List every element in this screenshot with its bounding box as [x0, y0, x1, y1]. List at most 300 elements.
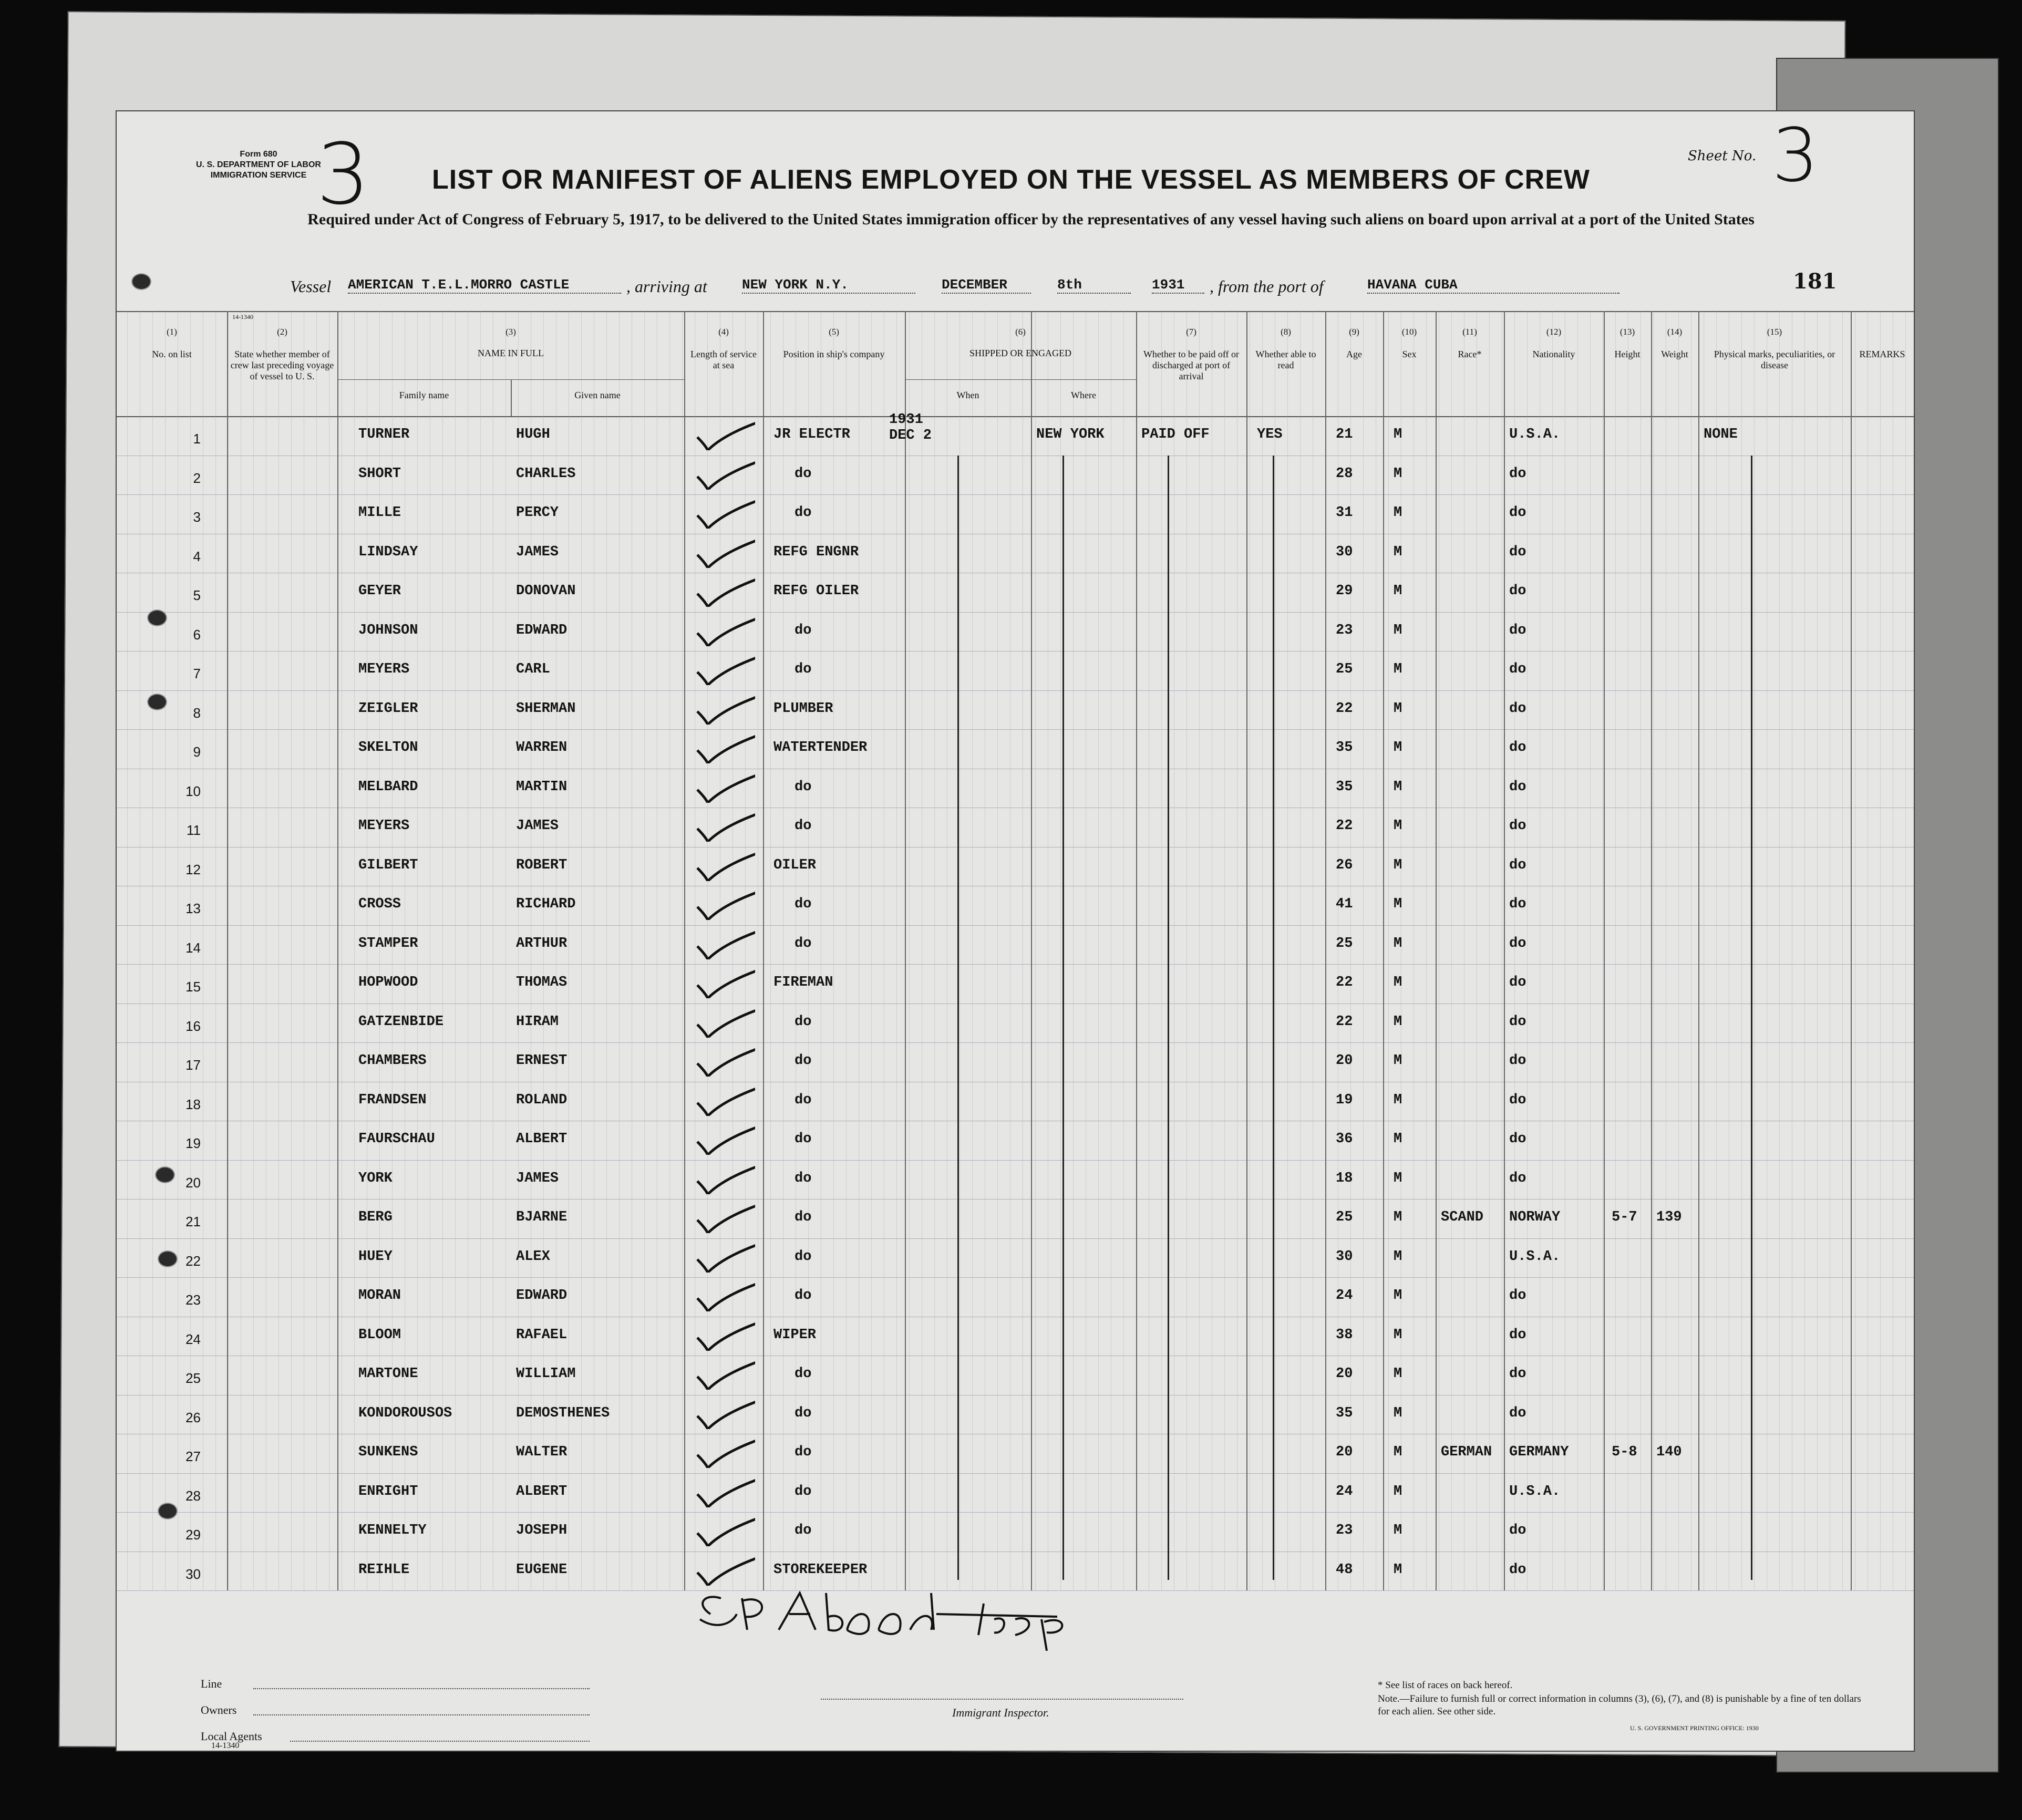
cell-given: ALBERT — [516, 1131, 568, 1147]
cell-given: THOMAS — [516, 975, 568, 990]
cell-position: WIPER — [773, 1327, 817, 1343]
column-number: (4) — [718, 327, 729, 337]
grid-line — [278, 311, 279, 1590]
binder-hole — [155, 1166, 175, 1183]
grid-line — [1716, 311, 1717, 1590]
service-checkmark — [692, 810, 755, 842]
vessel-name: AMERICAN T.E.L.MORRO CASTLE — [348, 277, 621, 294]
requirement-text: Required under Act of Congress of February 5, 1917, to be delivered to the United States immigration officer by the representatives of any vessel having such aliens on board upon arrival at a port of the United States — [307, 211, 1755, 228]
column-rule — [763, 311, 764, 1590]
cell-nationality: do — [1509, 896, 1526, 912]
cell-nationality: U.S.A. — [1509, 427, 1561, 442]
grid-line — [1741, 311, 1742, 1590]
grid-line — [606, 311, 607, 1590]
grid-line — [316, 311, 317, 1590]
arrival-day: 8th — [1057, 277, 1131, 294]
cell-position: do — [795, 1444, 812, 1460]
cell-age: 48 — [1336, 1562, 1353, 1578]
cell-family: MILLE — [358, 505, 401, 521]
grid-line — [1426, 311, 1427, 1590]
grid-line — [1224, 311, 1225, 1590]
cell-sex: M — [1394, 661, 1402, 677]
sheet-label: Sheet No. — [1688, 148, 1757, 164]
cell-given: ROBERT — [516, 857, 568, 873]
grid-line — [1842, 311, 1843, 1590]
cell-sex: M — [1394, 583, 1402, 599]
grid-line — [1905, 311, 1906, 1590]
column-subheader-c6b: Where — [1071, 390, 1096, 400]
column-header-c11: Race* — [1458, 349, 1482, 359]
column-rule — [1136, 311, 1137, 1590]
cell-family: HUEY — [358, 1248, 393, 1265]
column-rule — [1325, 311, 1326, 1590]
column-header-c4: Length of service at sea — [690, 349, 757, 370]
cell-age: 26 — [1336, 857, 1353, 873]
cell-nationality: do — [1509, 935, 1526, 952]
arrival-year: 1931 — [1152, 277, 1204, 294]
cell-sex: M — [1394, 622, 1402, 638]
sheet-number: 3 — [1772, 113, 1819, 199]
column-rule — [337, 311, 338, 1590]
column-header-c15: Physical marks, peculiarities, or disease — [1714, 349, 1835, 370]
grid-line — [770, 311, 771, 1590]
row-rule — [117, 964, 1914, 965]
grid-line — [1300, 311, 1301, 1590]
grid-line — [1363, 311, 1364, 1590]
cell-sex: M — [1394, 1170, 1402, 1186]
cell-position: FIREMAN — [773, 975, 833, 990]
service-checkmark — [692, 1358, 755, 1390]
service-checkmark — [692, 1515, 755, 1546]
manifest-sheet — [116, 110, 1915, 1752]
column-rule — [1031, 311, 1032, 1590]
cell-sex: M — [1394, 544, 1402, 560]
vessel-label: Vessel — [290, 277, 332, 296]
cell-sex: M — [1394, 700, 1402, 717]
cell-position: do — [795, 1288, 812, 1304]
cell-family: MELBARD — [358, 779, 418, 795]
cell-given: JAMES — [516, 544, 559, 560]
cell-position: PLUMBER — [773, 700, 833, 717]
cell-nationality: do — [1509, 1053, 1526, 1069]
row-number: 6 — [193, 626, 201, 643]
cell-read: YES — [1257, 427, 1283, 442]
cell-sex: M — [1394, 975, 1402, 990]
cell-given: JAMES — [516, 1170, 559, 1186]
column-rule — [1246, 311, 1247, 1590]
grid-line — [1804, 311, 1805, 1590]
grid-line — [1779, 311, 1780, 1590]
service-checkmark — [692, 888, 755, 920]
grid-line — [1489, 311, 1490, 1590]
grid-line — [480, 311, 481, 1590]
cell-nationality: do — [1509, 1288, 1526, 1304]
row-number: 29 — [185, 1527, 201, 1543]
grid-line — [1161, 311, 1162, 1590]
vessel-line — [290, 272, 1919, 298]
row-number: 11 — [187, 822, 201, 838]
footer-owners-label: Owners — [201, 1703, 237, 1716]
header-rule — [117, 416, 1914, 417]
from-label: , from the port of — [1210, 277, 1324, 296]
cell-sex: M — [1394, 1053, 1402, 1069]
cell-age: 41 — [1336, 896, 1353, 912]
cell-age: 24 — [1336, 1288, 1353, 1304]
grid-line — [619, 311, 620, 1590]
column-header-c10: Sex — [1402, 349, 1417, 359]
column-rule — [1604, 311, 1605, 1590]
service-checkmark — [692, 1554, 755, 1586]
cell-given: DONOVAN — [516, 583, 576, 599]
header-rule — [117, 311, 1914, 312]
cell-weight: 139 — [1656, 1209, 1682, 1225]
cell-sex: M — [1394, 779, 1402, 795]
cell-sex: M — [1394, 1562, 1402, 1578]
cell-sex: M — [1394, 935, 1402, 952]
cell-family: BLOOM — [358, 1327, 401, 1343]
grid-line — [682, 311, 683, 1590]
row-number: 5 — [193, 587, 201, 603]
cell-given: HIRAM — [516, 1014, 559, 1030]
column-rule — [1436, 311, 1437, 1590]
cell-family: LINDSAY — [358, 544, 418, 560]
column-rule — [684, 311, 685, 1590]
cell-sex: M — [1394, 740, 1402, 756]
grid-line — [934, 311, 935, 1590]
grid-line — [442, 311, 443, 1590]
cell-weight: 140 — [1656, 1444, 1682, 1460]
grid-line — [909, 311, 910, 1590]
column-header-c14: Weight — [1661, 349, 1688, 359]
service-checkmark — [692, 1280, 755, 1311]
arrival-month: DECEMBER — [942, 277, 1031, 294]
cell-sex: M — [1394, 896, 1402, 912]
service-checkmark — [692, 928, 755, 959]
column-rule — [905, 311, 906, 1590]
column-number: (9) — [1349, 327, 1359, 337]
cell-nationality: do — [1509, 857, 1526, 873]
cell-given: WILLIAM — [516, 1366, 576, 1382]
cell-age: 18 — [1336, 1170, 1353, 1186]
cell-nationality: do — [1509, 700, 1526, 717]
cell-sex: M — [1394, 1405, 1402, 1421]
cell-nationality: do — [1509, 740, 1526, 756]
cell-position: do — [795, 661, 812, 677]
cell-nationality: do — [1509, 1366, 1526, 1382]
cell-family: SKELTON — [358, 740, 418, 756]
row-number: 21 — [185, 1214, 201, 1229]
cell-height: 5-7 — [1612, 1209, 1637, 1225]
line-field — [253, 1688, 590, 1689]
cell-age: 35 — [1336, 1405, 1353, 1421]
grid-line — [1577, 311, 1578, 1590]
cell-family: KONDOROUSOS — [358, 1405, 452, 1421]
footer-line-label: Line — [201, 1677, 222, 1690]
cell-given: CARL — [516, 661, 550, 677]
grid-line — [1817, 311, 1818, 1590]
grid-line — [1035, 311, 1036, 1590]
row-rule — [117, 1512, 1914, 1513]
service-checkmark — [692, 1084, 755, 1116]
row-number: 8 — [193, 705, 201, 721]
row-number: 4 — [193, 548, 201, 564]
cell-given: JAMES — [516, 818, 559, 834]
column-number: (15) — [1767, 327, 1782, 337]
grid-line — [1199, 311, 1200, 1590]
cell-age: 20 — [1336, 1366, 1353, 1382]
grid-line — [455, 311, 456, 1590]
cell-family: SHORT — [358, 466, 401, 482]
service-checkmark — [692, 458, 755, 490]
cell-age: 20 — [1336, 1053, 1353, 1069]
row-number: 23 — [185, 1292, 201, 1308]
column-number: (12) — [1546, 327, 1562, 337]
row-number: 30 — [185, 1566, 201, 1582]
column-rule — [1504, 311, 1505, 1590]
cell-sex: M — [1394, 1209, 1402, 1225]
ditto-line — [957, 456, 959, 1580]
row-rule — [117, 690, 1914, 691]
cell-given: RAFAEL — [516, 1327, 568, 1343]
grid-line — [127, 311, 128, 1590]
row-number: 12 — [185, 861, 201, 877]
cell-nationality: do — [1509, 779, 1526, 795]
cell-position: do — [795, 818, 812, 834]
cell-age: 31 — [1336, 505, 1353, 521]
cell-position: do — [795, 779, 812, 795]
grid-line — [644, 311, 645, 1590]
cell-nationality: do — [1509, 1523, 1526, 1538]
service-checkmark — [692, 1476, 755, 1507]
cell-given: PERCY — [516, 505, 559, 521]
subcolumn-rule — [1031, 379, 1032, 416]
grid-line — [1060, 311, 1061, 1590]
cell-position: do — [795, 505, 812, 521]
cell-position: REFG ENGNR — [773, 544, 859, 560]
cell-nationality: NORWAY — [1509, 1209, 1561, 1225]
cell-sex: M — [1394, 505, 1402, 521]
cell-family: CROSS — [358, 896, 401, 912]
page-title: LIST OR MANIFEST OF ALIENS EMPLOYED ON THE VESSEL AS MEMBERS OF CREW — [432, 164, 1590, 195]
cell-position: do — [795, 1405, 812, 1421]
service-checkmark — [692, 1045, 755, 1077]
row-rule — [117, 1042, 1914, 1043]
column-header-c2: State whether member of crew last preceding voyage of vessel to U. S. — [230, 349, 334, 381]
service-checkmark — [692, 536, 755, 568]
column-header-c13: Height — [1614, 349, 1641, 359]
cell-sex: M — [1394, 1288, 1402, 1304]
column-header-c6: SHIPPED OR ENGAGED — [969, 348, 1071, 358]
cell-nationality: do — [1509, 1014, 1526, 1030]
grid-line — [253, 311, 254, 1590]
cell-family: SUNKENS — [358, 1444, 418, 1460]
cell-age: 23 — [1336, 1523, 1353, 1538]
grid-line — [1388, 311, 1389, 1590]
cell-family: MORAN — [358, 1288, 401, 1304]
column-header-c9: Age — [1346, 349, 1362, 359]
grid-line — [1098, 311, 1099, 1590]
cell-age: 29 — [1336, 583, 1353, 599]
column-number: (11) — [1462, 327, 1477, 337]
cell-age: 22 — [1336, 700, 1353, 717]
cell-nationality: do — [1509, 505, 1526, 521]
cell-age: 20 — [1336, 1444, 1353, 1460]
cell-race: SCAND — [1441, 1209, 1484, 1225]
grid-line — [1880, 311, 1881, 1590]
cell-family: MARTONE — [358, 1366, 418, 1382]
cell-age: 22 — [1336, 818, 1353, 834]
cell-given: ERNEST — [516, 1053, 568, 1069]
cell-age: 30 — [1336, 544, 1353, 560]
cell-nationality: do — [1509, 1170, 1526, 1186]
cell-position: STOREKEEPER — [773, 1562, 868, 1578]
footer-agents-label: Local Agents — [201, 1730, 262, 1743]
row-rule — [117, 1277, 1914, 1278]
grid-line — [1262, 311, 1263, 1590]
grid-line — [1754, 311, 1755, 1590]
cell-family: BERG — [358, 1209, 393, 1225]
column-subheader-c3b: Given name — [574, 390, 621, 400]
service-checkmark — [692, 1241, 755, 1273]
inspector-signature — [689, 1583, 1089, 1651]
grid-line — [215, 311, 216, 1590]
cell-sex: M — [1394, 1092, 1402, 1108]
row-rule — [117, 925, 1914, 926]
cell-family: CHAMBERS — [358, 1053, 427, 1069]
binder-hole — [147, 609, 167, 626]
subheader-rule — [905, 379, 1136, 380]
ditto-line — [1168, 456, 1169, 1580]
cell-position: do — [795, 1131, 812, 1147]
row-number: 28 — [185, 1487, 201, 1504]
column-number: (13) — [1619, 327, 1635, 337]
column-number: (8) — [1281, 327, 1291, 337]
cell-nationality: do — [1509, 544, 1526, 560]
cell-given: ALEX — [516, 1248, 550, 1265]
row-number: 17 — [185, 1057, 201, 1073]
row-rule — [117, 1160, 1914, 1161]
row-number: 15 — [185, 979, 201, 995]
owners-field — [253, 1714, 590, 1715]
cell-family: ZEIGLER — [358, 700, 418, 717]
from-port: HAVANA CUBA — [1367, 277, 1619, 294]
cell-age: 36 — [1336, 1131, 1353, 1147]
cell-position: do — [795, 1248, 812, 1265]
column-number: (14) — [1667, 327, 1683, 337]
cell-when: 1931 DEC 2 — [889, 412, 932, 443]
cell-age: 23 — [1336, 622, 1353, 638]
grid-line — [1678, 311, 1679, 1590]
cell-age: 35 — [1336, 779, 1353, 795]
column-rule — [1851, 311, 1852, 1590]
cell-nationality: do — [1509, 1327, 1526, 1343]
cell-position: WATERTENDER — [773, 740, 868, 756]
cell-age: 19 — [1336, 1092, 1353, 1108]
column-header-c16: REMARKS — [1859, 349, 1905, 359]
cell-sex: M — [1394, 1366, 1402, 1382]
cell-family: FRANDSEN — [358, 1092, 427, 1108]
row-number: 24 — [185, 1331, 201, 1347]
cell-sex: M — [1394, 1523, 1402, 1538]
binder-hole — [131, 273, 151, 290]
cell-position: OILER — [773, 857, 817, 873]
service-checkmark — [692, 771, 755, 803]
cell-height: 5-8 — [1612, 1444, 1637, 1460]
cell-nationality: do — [1509, 818, 1526, 834]
column-header-c1: No. on list — [152, 349, 192, 359]
column-header-c3: NAME IN FULL — [478, 348, 544, 358]
service-checkmark — [692, 1006, 755, 1038]
row-number: 10 — [185, 783, 201, 799]
row-number: 16 — [185, 1018, 201, 1034]
cell-family: GEYER — [358, 583, 401, 599]
cell-sex: M — [1394, 818, 1402, 834]
grid-line — [228, 311, 229, 1590]
grid-line — [291, 311, 292, 1590]
cell-where: NEW YORK — [1036, 427, 1105, 442]
cell-nationality: do — [1509, 583, 1526, 599]
service-checkmark — [692, 1436, 755, 1468]
cell-paid: PAID OFF — [1141, 427, 1210, 442]
cell-race: GERMAN — [1441, 1444, 1492, 1460]
cell-family: STAMPER — [358, 935, 418, 952]
row-number: 18 — [185, 1096, 201, 1112]
cell-given: SHERMAN — [516, 700, 576, 717]
cell-nationality: do — [1509, 661, 1526, 677]
footer-form-code: 14-1340 — [211, 1741, 240, 1750]
grid-line — [1552, 311, 1553, 1590]
cell-position: do — [795, 466, 812, 482]
cell-marks: NONE — [1704, 427, 1738, 442]
cell-given: CHARLES — [516, 466, 576, 482]
row-rule — [117, 729, 1914, 730]
row-rule — [117, 612, 1914, 613]
cell-age: 22 — [1336, 1014, 1353, 1030]
cell-position: do — [795, 1366, 812, 1382]
grid-line — [846, 311, 847, 1590]
cell-given: WARREN — [516, 740, 568, 756]
service-checkmark — [692, 615, 755, 646]
cell-given: ROLAND — [516, 1092, 568, 1108]
cell-family: ENRIGHT — [358, 1483, 418, 1500]
service-checkmark — [692, 1163, 755, 1194]
cell-sex: M — [1394, 857, 1402, 873]
cell-given: BJARNE — [516, 1209, 568, 1225]
cell-nationality: do — [1509, 622, 1526, 638]
cell-family: KENNELTY — [358, 1523, 427, 1538]
column-subheader-c6a: When — [956, 390, 979, 400]
row-number: 1 — [193, 431, 201, 447]
grid-line — [165, 311, 166, 1590]
subcolumn-rule — [511, 379, 512, 416]
service-checkmark — [692, 497, 755, 529]
service-checkmark — [692, 654, 755, 685]
cell-position: do — [795, 622, 812, 638]
grid-line — [581, 311, 582, 1590]
cell-age: 28 — [1336, 466, 1353, 482]
cell-sex: M — [1394, 1248, 1402, 1265]
cell-position: do — [795, 1209, 812, 1225]
row-rule — [117, 651, 1914, 652]
cell-age: 24 — [1336, 1483, 1353, 1500]
row-number: 20 — [185, 1174, 201, 1191]
binder-hole — [158, 1503, 178, 1519]
grid-line — [1451, 311, 1452, 1590]
row-number: 19 — [185, 1135, 201, 1151]
cell-given: ARTHUR — [516, 935, 568, 952]
cell-position: do — [795, 896, 812, 912]
cell-family: GATZENBIDE — [358, 1014, 444, 1030]
